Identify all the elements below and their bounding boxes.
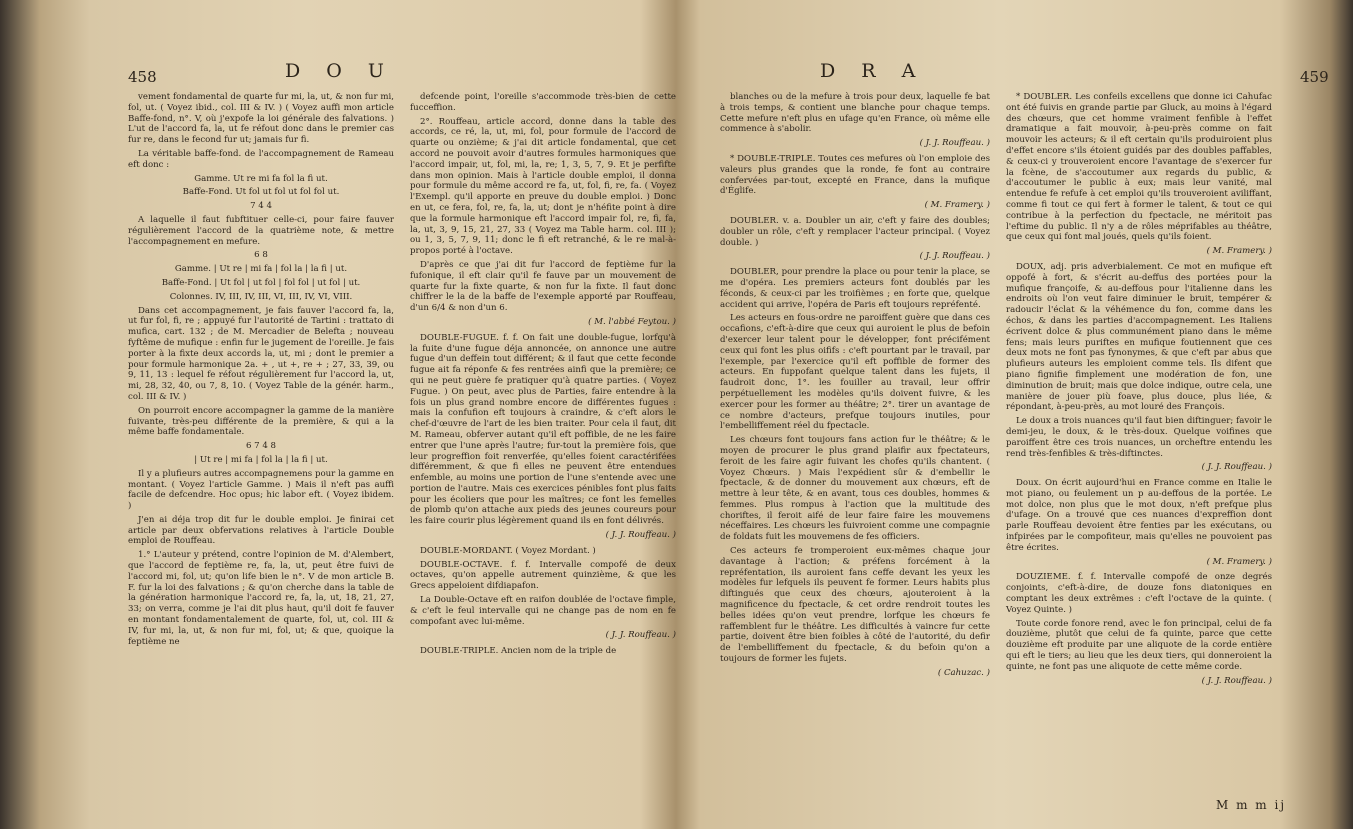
running-head: D R A: [820, 60, 926, 82]
signature-mark: M m m ij: [1216, 798, 1287, 812]
entry-double-fugue: DOUBLE-FUGUE. f. f. On fait une double-fugue, lorfqu'à la fuite d'une fugue déja annoncée, on annonce une autre fugue d'un deffein tout différent; & il faut que cette feconde fugue ait fa réponfe & fes rentrées ainfi que la première; ce qui ne peut guère fe pratiquer qu'à quatre parties. ( Voyez Fugue. ) On peut, avec plus de Parties, faire entendre à la fois un plus grand nombre encore de différentes fugues : mais la confufion eft toujours à craindre, & c'eft alors le chef-d'œuvre de l'art de les bien traiter. Pour cela il faut, dit M. Rameau, obferver autant qu'il eft poffible, de ne les faire entrer que l'une après l'autre; fur-tout la première fois, que leur progreffion foit renverfée, qu'elles foient caractérifées différemment, & que fi elles ne peuvent être entendues enfemble, au moins une portion de l'une s'entende avec une portion de l'autre. Mais ces exercices pénibles font plus faits pour les écoliers que pour les maîtres; ce font les femelles de plomb qu'on attache aux pieds des jeunes coureurs pour les faire courir plus légèrement quand ils en font délivrés.: [410, 332, 676, 527]
attribution: ( M. Framery. ): [1206, 246, 1272, 257]
figures-row: 6 8: [254, 250, 268, 261]
attribution: ( J. J. Rouffeau. ): [919, 138, 990, 149]
paragraph: Toute corde fonore rend, avec le fon principal, celui de fa douzième, plutôt que celui de fa quinte, parce que cette douzième eft produite par une aliquote de la corde entière qui eft le tiers; au lieu que les deux tiers, qui donneroient la quinte, ne font pas une aliquote de cette même corde.: [1006, 618, 1272, 672]
paragraph: Il y a plufieurs autres accompagnemens pour la gamme en montant. ( Voyez l'article Gamme. ) Mais il n'eft pas auffi facile de defcendre. Hoc opus; hic labor eft. ( Voyez ibidem. ): [128, 468, 394, 512]
entry-doubler: * DOUBLER. Les confeils excellens que donne ici Cahufac ont été fuivis en grande partie par Gluck, au moins à l'égard des chœurs, que cet homme vraiment fenfible à l'effet dramatique a fait mouvoir, à-peu-près comme on fait mouvoir les acteurs; & il eft certain qu'ils produiroient plus d'effet encore s'ils étoient guidés par des doubles paffables, & ceux-ci y trouveroient encore l'avantage de s'exercer fur la fcène, de s'accoutumer aux regards du public, & d'accoutumer le public à eux; mais leur vanité, mal entendue fe refufe à cet emploi qu'ils trouveroient aviliffant, comme fi tout ce qui fert à former le talent, & tout ce qui contribue à la perfection du fpectacle, ne méritoit pas l'eftime du public. Il n'y a de rôles méprifables au théâtre, que ceux qui font mal joués, quels qu'ils foient.: [1006, 92, 1272, 243]
paragraph: On pourroit encore accompagner la gamme de la manière fuivante, très-peu différente de la première, & qui a la même baffe fondamentale.: [128, 405, 394, 438]
paragraph: vement fondamental de quarte fur mi, la, ut, & non fur mi, fol, ut. ( Voyez ibid., col. III & IV. ) ( Voyez auffi mon article Baffe-fond, n°. V, où j'expofe la loi générale des falvations. ) L'ut de l'accord fa, la, ut fe réfout donc dans le premier cas fur re, dans le fecond fur ut; jamais fur fi.: [128, 92, 394, 146]
paragraph: La Double-Octave eft en raifon doublée de l'octave fimple, & c'eft le feul intervalle qui ne change pas de nom en fe compofant avec lui-même.: [410, 595, 676, 627]
figures-row: 7 4 4: [250, 201, 272, 212]
column-left: [720, 92, 990, 684]
entry-double-mordant: DOUBLE-MORDANT. ( Voyez Mordant. ): [420, 545, 596, 556]
paragraph: defcende point, l'oreille s'accommode très-bien de cette fucceffion.: [410, 92, 676, 113]
attribution: ( J. J. Rouffeau. ): [605, 630, 676, 641]
paragraph: J'en ai déja trop dit fur le double emploi. Je finirai cet article par deux obfervations relatives à l'article Double emploi de Rouffeau.: [128, 514, 394, 547]
attribution: ( M. l'abbé Feytou. ): [588, 316, 676, 327]
bass-table-row: Baffe-Fond. | Ut fol | ut fol | fol fol | ut fol | ut.: [161, 277, 361, 288]
paragraph: Le doux a trois nuances qu'il faut bien diftinguer; favoir le demi-jeu, le doux, & le très-doux. Quelque voifines que paroiffent être ces trois nuances, un orcheftre entendu les rend très-fenfibles & très-diftinctes.: [1006, 416, 1272, 459]
paragraph: D'après ce que j'ai dit fur l'accord de feptième fur la fufonique, il eft clair qu'il fe fauve par un mouvement de quarte fur la fixte quarte, & non fur la fixte. Il faut donc chiffrer le la de la baffe de l'exemple apporté par Rouffeau, d'un 6/4 & non d'un 6.: [410, 259, 676, 314]
column-right: [1006, 92, 1272, 691]
column-left: [128, 92, 394, 650]
left-page: [0, 0, 676, 829]
gamme-row: Gamme. Ut re mi fa fol la fi ut.: [194, 173, 328, 184]
gamme-table-row: | Ut re | mi fa | fol la | la fi | ut.: [194, 454, 328, 465]
columns-table-row: Colonnes. IV, III, IV, III, VI, III, IV, VI, VIII.: [169, 291, 353, 302]
gamme-table-row: Gamme. | Ut re | mi fa | fol la | la fi | ut.: [174, 264, 348, 275]
paragraph: 1.° L'auteur y prétend, contre l'opinion de M. d'Alembert, que l'accord de feptième re, fa, la, ut, peut être fuivi de l'accord mi, fol, ut; qu'on life bien le n°. V de mon article B. F. fur la loi des falvations ; & qu'on cherche dans la table de la génération harmonique l'accord re, fa, la, ut, 18, 21, 27, 33; on verra, comme je l'ai dit plus haut, qu'il doit fe fauver en montant fondamentalement de quarte, fol, ut, col. III & IV, fur mi, la, ut, & non fur mi, fol, ut; & que, quoique la feptième ne: [128, 550, 394, 647]
paragraph: blanches ou de la mefure à trois pour deux, laquelle fe bat à trois temps, & contient une blanche pour chaque temps. Cette mefure n'eft plus en ufage qu'en France, où même elle commence à s'abolir.: [720, 92, 990, 135]
figures-row: 6 7 4 8: [245, 441, 277, 452]
attribution: ( J. J. Rouffeau. ): [1201, 462, 1272, 473]
attribution: ( J. J. Rouffeau. ): [1201, 675, 1272, 686]
entry-douzieme: DOUZIEME. f. f. Intervalle compofé de onze degrés conjoints, c'eft-à-dire, de douze fons diatoniques en comptant les deux extrêmes : c'eft l'octave de la quinte. ( Voyez Quinte. ): [1006, 572, 1272, 615]
running-head: D O U: [285, 60, 394, 82]
paragraph: La véritable baffe-fond. de l'accompagnement de Rameau eft donc :: [128, 148, 394, 170]
page-number: 459: [1300, 68, 1329, 86]
column-right: [410, 92, 676, 660]
entry-doubler: DOUBLER, pour prendre la place ou pour tenir la place, se me d'opéra. Les premiers acteurs font doublés par les féconds, & ceux-ci par les troifièmes ; en forte que, quelque accident qui arrive, l'opéra de Paris eft toujours repréfenté.: [720, 267, 990, 310]
attribution: ( M. Framery. ): [924, 200, 990, 211]
entry-double-octave: DOUBLE-OCTAVE. f. f. Intervalle compofé de deux octaves, qu'on appelle autrement quinzième, & que les Grecs appeloient difdiapafon.: [410, 559, 676, 592]
bass-row: Baffe-Fond. Ut fol ut fol ut fol fol ut.: [182, 187, 340, 198]
paragraph: Les chœurs font toujours fans action fur le théâtre; & le moyen de procurer le plus grand plaifir aux fpectateurs, feroit de les faire agir fuivant les chofes qu'ils chantent. ( Voyez Chœurs. ) Mais l'expédient sûr & d'embellir le fpectacle, & de donner du mouvement aux chœurs, eft de mettre à leur tête, & en avant, tous ces doubles, hommes & femmes. Plus rompus à l'action que la multitude des choriftes, il feroit aifé de leur faire faire les mouvemens néceffaires. Les chœurs les fuivroient comme une compagnie de foldats fuit les mouvemens de fes officiers.: [720, 435, 990, 543]
entry-doux: Doux. On écrit aujourd'hui en France comme en Italie le mot piano, ou feulement un p au-deffous de la portée. Le mot dolce, non plus que le mot doux, n'eft prefque plus d'ufage. On a trouvé que ces nuances d'expreffion dont parle Rouffeau devoient être fenties par les exécutans, ou infpirées par le compofiteur, mais qu'elles ne pouvoient pas être écrites.: [1006, 478, 1272, 553]
paragraph: Dans cet accompagnement, je fais fauver l'accord fa, la, ut fur fol, fi, re ; appuyé fur l'autorité de Tartini : trattato di mufica, cart. 132 ; de M. Mercadier de Belefta ; nouveau fyftême de mufique : enfin fur le jugement de l'oreille. Je fais porter à la fixte deux accords la, ut, mi ; dont le premier a pour formule harmonique 2a. + , ut +, re + ; 27, 33, 39, ou 9, 11, 13 : lequel fe réfout régulièrement fur l'accord la, ut, mi, 28, 32, 40, ou 7, 8, 10. ( Voyez Table de la génér. harm., col. III & IV. ): [128, 305, 394, 402]
attribution: ( Cahuzac. ): [937, 667, 990, 678]
attribution: ( J. J. Rouffeau. ): [605, 530, 676, 541]
entry-doux: DOUX, adj. pris adverbialement. Ce mot en mufique eft oppofé à fort, & s'écrit au-deffus des portées pour la mufique françoife, & au-deffous pour l'italienne dans les endroits où l'on veut faire diminuer le bruit, tempérer & radoucir l'éclat & la véhémence du fon, comme dans les échos, & dans les parties d'accompagnement. Les Italiens écrivent dolce & plus communément piano dans le même fens; mais leurs puriftes en mufique foutiennent que ces deux mots ne font pas fynonymes, & que c'eft par abus que plufieurs auteurs les emploient comme tels. Ils difent que piano fignifie fimplement une modération de fon, une diminution de bruit; mais que dolce indique, outre cela, une manière de jouer più foave, plus douce, plus liée, & répondant, à-peu-près, au mot louré des François.: [1006, 261, 1272, 413]
right-page: [676, 0, 1353, 829]
paragraph: A laquelle il faut fubftituer celle-ci, pour faire fauver régulièrement l'accord de la quatrième note, & mettre l'accompagnement en mefure.: [128, 214, 394, 247]
paragraph: Les acteurs en fous-ordre ne paroiffent guère que dans ces occafions, c'eft-à-dire que ceux qui auroient le plus de befoin d'exercer leur talent pour le développer, font précifément ceux qui font les plus oififs : c'eft pourtant par le travail, par l'exemple, par l'exercice qu'il eft poffible de former des acteurs. En fuppofant quelque talent dans les fujets, il faudroit donc, 1°. les fouiller au travail, leur offrir perpétuellement les modèles qu'ils doivent fuivre, & les exercer pour les former au théâtre; 2°. tirer un avantage de ce nombre d'acteurs, prefque toujours inutiles, pour l'embelliffement réel du fpectacle.: [720, 313, 990, 432]
entry-double-triple: DOUBLE-TRIPLE. Ancien nom de la triple de: [420, 646, 617, 657]
paragraph: Ces acteurs fe tromperoient eux-mêmes chaque jour davantage à l'action; & préfens forcément à la repréfentation, ils auroient fans ceffe devant les yeux les modèles fur lefquels ils peuvent fe former. Leurs habits plus diftingués que ceux des chœurs, ajouteroient à la magnificence du fpectacle, & cet ordre rendroit toutes les belles idées qu'on veut prendre, lorfque les chœurs fe raffemblent fur le théâtre. Les difficultés à vaincre fur cette partie, doivent être bien foibles à côté de l'autorité, du defir de l'embelliffement du fpectacle, & du befoin qu'on a toujours de former les fujets.: [720, 546, 990, 665]
entry-double-triple: * DOUBLE-TRIPLE. Toutes ces mefures où l'on emploie des valeurs plus grandes que la ronde, fe font au contraire confervées par-tout, excepté en France, dans la mufique d'Églife.: [720, 153, 990, 197]
entry-doubler: DOUBLER. v. a. Doubler un air, c'eft y faire des doubles; doubler un rôle, c'eft y remplacer l'acteur principal. ( Voyez double. ): [720, 215, 990, 248]
page-number: 458: [128, 68, 157, 86]
attribution: ( J. J. Rouffeau. ): [919, 251, 990, 262]
paragraph: 2°. Rouffeau, article accord, donne dans la table des accords, ce ré, la, ut, mi, fol, pour formule de l'accord de quarte ou onzième; & j'ai dit article fondamental, que cet accord ne pouvoit avoir d'autres formules harmoniques que l'accord impair, ut, fol, mi, la, re; 1, 3, 5, 7, 9. Et je perfifte dans mon opinion. Mais à l'article double emploi, il donna pour formule du même accord re fa, ut, fol, fi, re, fa. ( Voyez l'Exempl. qu'il apporte en preuve du double emploi. ) Donc en ut, ce fera, fol, re, fa, la, ut; dont je n'héfite point à dire que la formule harmonique eft l'accord impair fol, re, fi, fa, la, ut, 3, 9, 15, 21, 27, 33 ( Voyez ma Table harm. col. III ); ou 1, 3, 5, 7, 9, 11; donc le fi eft retranché, & le re mal-à-propos porté à l'octave.: [410, 116, 676, 257]
attribution: ( M. Framery. ): [1206, 556, 1272, 567]
